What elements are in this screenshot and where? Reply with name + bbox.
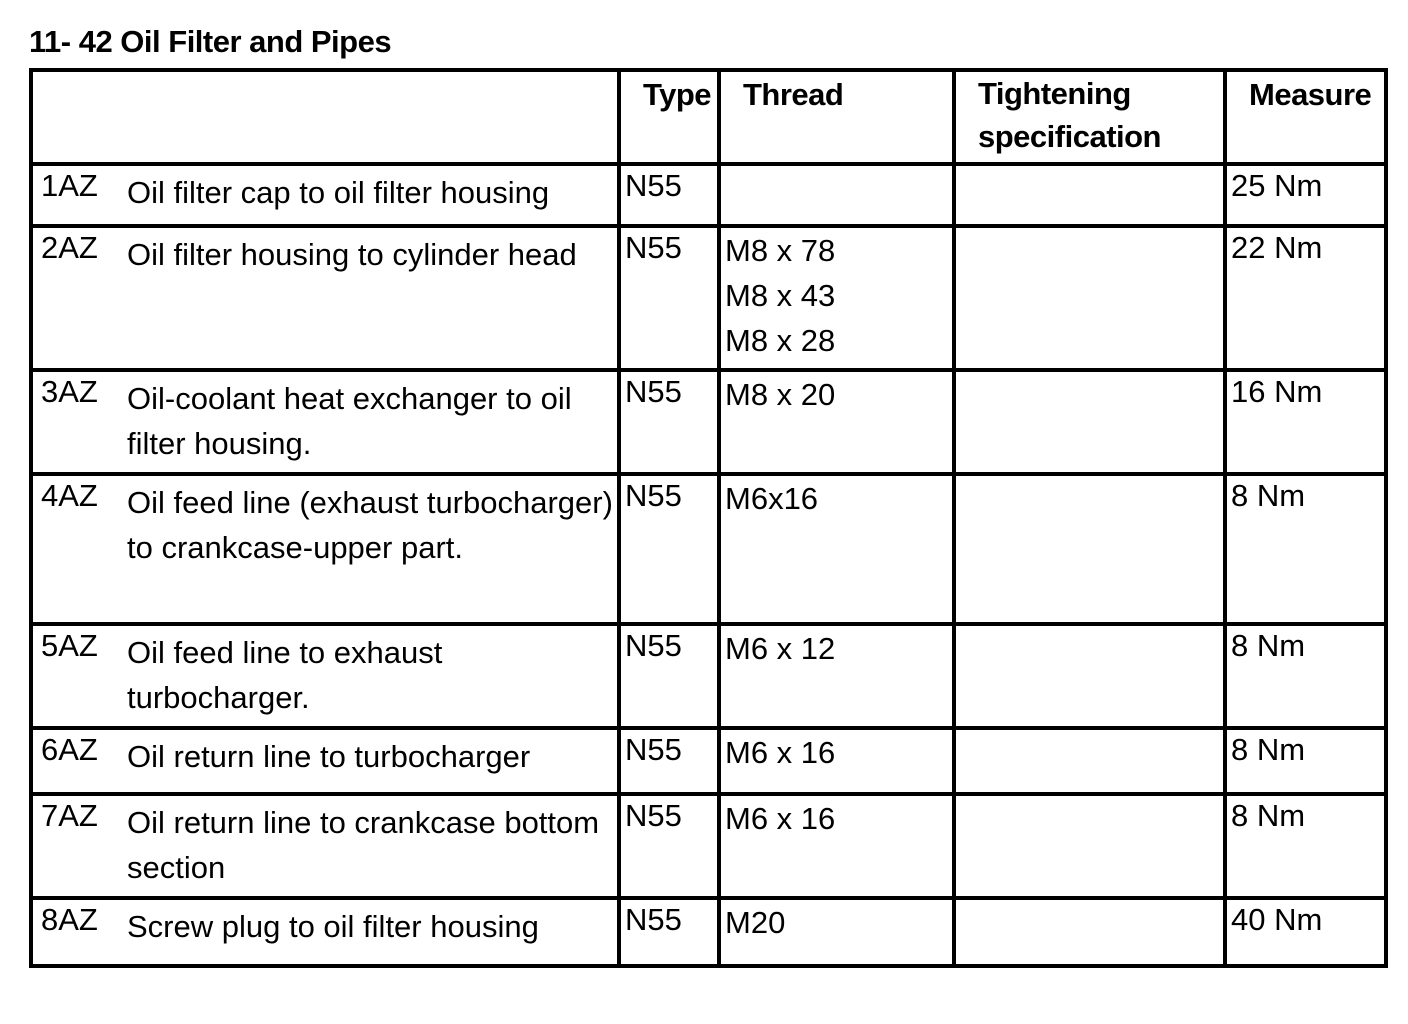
item-code: 8AZ (41, 902, 98, 937)
cell-thread (719, 624, 954, 728)
item-code: 1AZ (41, 168, 98, 203)
item-description: Oil return line to crankcase bottom section (127, 805, 600, 885)
cell-description (31, 226, 619, 370)
cell-description (31, 898, 619, 966)
table-row (31, 370, 1386, 474)
header-description (31, 70, 619, 164)
thread-size: M8 x 43 (725, 278, 836, 313)
cell-thread (719, 728, 954, 794)
table-header-row (31, 70, 1386, 164)
thread-size: M8 x 78 (725, 233, 836, 268)
cell-measure: 25 Nm (1225, 164, 1386, 226)
cell-description (31, 624, 619, 728)
cell-thread (719, 474, 954, 624)
cell-tightening-specification (954, 794, 1225, 898)
item-description: Oil return line to turbocharger (127, 739, 531, 774)
cell-description (31, 474, 619, 624)
item-description: Oil feed line (exhaust turbocharger) to crankcase-upper part. (127, 485, 613, 565)
item-code: 2AZ (41, 230, 98, 265)
cell-type: N55 (619, 226, 719, 370)
table-row (31, 164, 1386, 226)
item-code: 5AZ (41, 628, 98, 663)
cell-type: N55 (619, 164, 719, 226)
header-measure: Measure (1225, 70, 1386, 164)
cell-description (31, 164, 619, 226)
table-row (31, 624, 1386, 728)
cell-tightening-specification (954, 164, 1225, 226)
item-description: Oil feed line to exhaust turbocharger. (127, 635, 443, 715)
cell-type: N55 (619, 474, 719, 624)
table-row (31, 474, 1386, 624)
cell-description (31, 370, 619, 474)
item-code: 6AZ (41, 732, 98, 767)
cell-type: N55 (619, 624, 719, 728)
table-row (31, 226, 1386, 370)
cell-thread (719, 794, 954, 898)
table-row (31, 898, 1386, 966)
item-code: 3AZ (41, 374, 98, 409)
header-thread: Thread (719, 70, 954, 164)
thread-size: M20 (725, 905, 786, 940)
cell-type: N55 (619, 794, 719, 898)
cell-thread (719, 164, 954, 226)
cell-type: N55 (619, 370, 719, 474)
header-tightening-specification: Tightening specification (954, 70, 1225, 164)
cell-measure: 8 Nm (1225, 474, 1386, 624)
cell-thread (719, 226, 954, 370)
item-code: 4AZ (41, 478, 98, 513)
page-title: 11- 42 Oil Filter and Pipes (29, 24, 392, 59)
cell-tightening-specification (954, 728, 1225, 794)
torque-spec-table (29, 68, 1388, 968)
table-row (31, 728, 1386, 794)
table-row (31, 794, 1386, 898)
cell-measure: 8 Nm (1225, 624, 1386, 728)
cell-type: N55 (619, 728, 719, 794)
cell-description (31, 794, 619, 898)
thread-size: M8 x 20 (725, 377, 836, 412)
thread-size: M6x16 (725, 481, 819, 516)
item-description: Oil filter cap to oil filter housing (127, 175, 550, 210)
cell-measure: 8 Nm (1225, 728, 1386, 794)
item-description: Screw plug to oil filter housing (127, 909, 539, 944)
thread-size: M8 x 28 (725, 323, 836, 358)
item-description: Oil filter housing to cylinder head (127, 237, 577, 272)
cell-tightening-specification (954, 474, 1225, 624)
cell-measure: 40 Nm (1225, 898, 1386, 966)
header-type: Type (619, 70, 719, 164)
cell-measure: 8 Nm (1225, 794, 1386, 898)
cell-thread (719, 898, 954, 966)
cell-tightening-specification (954, 370, 1225, 474)
cell-tightening-specification (954, 226, 1225, 370)
cell-measure: 16 Nm (1225, 370, 1386, 474)
item-description: Oil-coolant heat exchanger to oil filter housing. (127, 381, 572, 461)
cell-tightening-specification (954, 898, 1225, 966)
item-code: 7AZ (41, 798, 98, 833)
cell-type: N55 (619, 898, 719, 966)
cell-measure: 22 Nm (1225, 226, 1386, 370)
thread-size: M6 x 12 (725, 631, 836, 666)
thread-size: M6 x 16 (725, 801, 836, 836)
cell-tightening-specification (954, 624, 1225, 728)
cell-description (31, 728, 619, 794)
cell-thread (719, 370, 954, 474)
thread-size: M6 x 16 (725, 735, 836, 770)
